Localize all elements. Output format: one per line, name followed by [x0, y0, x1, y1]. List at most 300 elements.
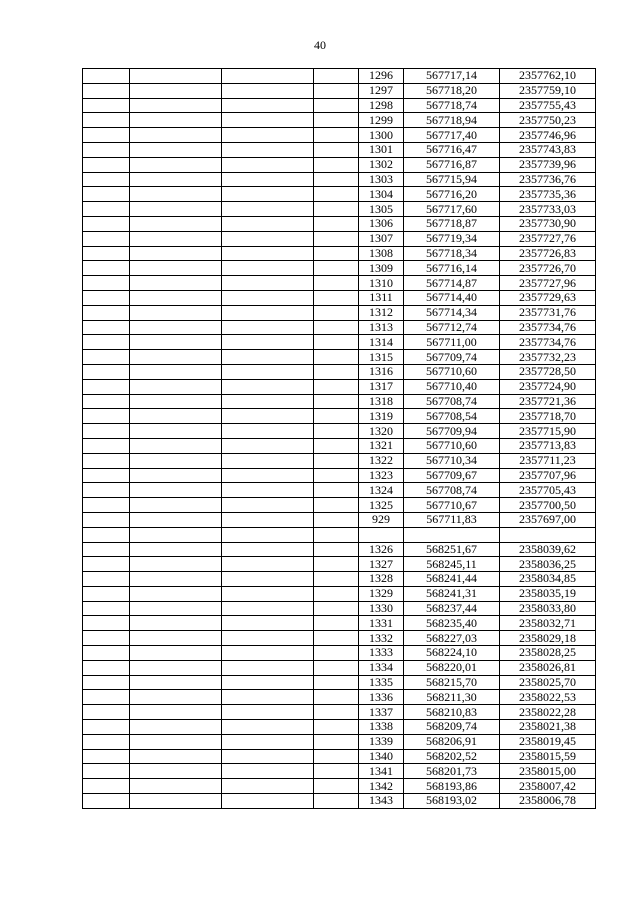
y-coordinate-cell: 2357739,96 [500, 157, 596, 172]
empty-cell [130, 572, 222, 587]
empty-cell [83, 202, 130, 217]
y-coordinate-cell: 2357713,83 [500, 438, 596, 453]
y-coordinate-cell: 2357727,76 [500, 231, 596, 246]
empty-cell [83, 764, 130, 779]
point-number-cell: 1335 [359, 675, 404, 690]
empty-cell [83, 542, 130, 557]
empty-cell [130, 246, 222, 261]
y-coordinate-cell: 2357705,43 [500, 483, 596, 498]
table-row [83, 734, 596, 749]
y-coordinate-cell: 2357707,96 [500, 468, 596, 483]
y-coordinate-cell: 2357759,10 [500, 83, 596, 98]
point-number-cell: 929 [359, 512, 404, 527]
empty-cell [222, 216, 314, 231]
empty-cell [314, 646, 359, 661]
empty-cell [130, 202, 222, 217]
x-coordinate-cell: 567714,87 [404, 276, 500, 291]
empty-cell [83, 779, 130, 794]
empty-cell [83, 512, 130, 527]
x-coordinate-cell: 568193,02 [404, 794, 500, 809]
empty-cell [130, 468, 222, 483]
table-row [83, 157, 596, 172]
table-row [83, 557, 596, 572]
empty-cell [314, 527, 359, 542]
empty-cell [130, 187, 222, 202]
y-coordinate-cell: 2357743,83 [500, 142, 596, 157]
empty-cell [222, 468, 314, 483]
empty-cell [314, 468, 359, 483]
empty-cell [130, 705, 222, 720]
point-number-cell: 1309 [359, 261, 404, 276]
x-coordinate-cell: 568210,83 [404, 705, 500, 720]
point-number-cell [359, 527, 404, 542]
empty-cell [83, 113, 130, 128]
empty-cell [83, 335, 130, 350]
x-coordinate-cell: 567714,40 [404, 290, 500, 305]
empty-cell [83, 83, 130, 98]
x-coordinate-cell: 567718,94 [404, 113, 500, 128]
point-number-cell: 1328 [359, 572, 404, 587]
empty-cell [83, 794, 130, 809]
y-coordinate-cell: 2357762,10 [500, 69, 596, 84]
y-coordinate-cell: 2358029,18 [500, 631, 596, 646]
empty-cell [83, 246, 130, 261]
empty-cell [222, 187, 314, 202]
x-coordinate-cell: 567709,94 [404, 424, 500, 439]
empty-cell [83, 172, 130, 187]
empty-cell [314, 424, 359, 439]
empty-cell [83, 320, 130, 335]
empty-cell [314, 98, 359, 113]
empty-cell [314, 128, 359, 143]
empty-cell [83, 720, 130, 735]
table-row [83, 424, 596, 439]
x-coordinate-cell: 567717,40 [404, 128, 500, 143]
table-row [83, 187, 596, 202]
point-number-cell: 1317 [359, 379, 404, 394]
y-coordinate-cell: 2358022,53 [500, 690, 596, 705]
y-coordinate-cell: 2357746,96 [500, 128, 596, 143]
empty-cell [130, 720, 222, 735]
point-number-cell: 1297 [359, 83, 404, 98]
empty-cell [314, 794, 359, 809]
empty-cell [314, 261, 359, 276]
empty-cell [314, 350, 359, 365]
empty-cell [83, 616, 130, 631]
empty-cell [222, 631, 314, 646]
empty-cell [314, 113, 359, 128]
table-row [83, 335, 596, 350]
point-number-cell: 1322 [359, 453, 404, 468]
table-row [83, 113, 596, 128]
empty-cell [222, 290, 314, 305]
empty-cell [222, 157, 314, 172]
empty-cell [130, 660, 222, 675]
x-coordinate-cell: 567716,47 [404, 142, 500, 157]
empty-cell [130, 379, 222, 394]
x-coordinate-cell: 567710,40 [404, 379, 500, 394]
empty-cell [314, 453, 359, 468]
y-coordinate-cell: 2357731,76 [500, 305, 596, 320]
point-number-cell: 1304 [359, 187, 404, 202]
x-coordinate-cell: 568235,40 [404, 616, 500, 631]
empty-cell [130, 779, 222, 794]
y-coordinate-cell: 2357724,90 [500, 379, 596, 394]
empty-cell [222, 438, 314, 453]
empty-cell [314, 675, 359, 690]
empty-cell [314, 142, 359, 157]
table-row [83, 453, 596, 468]
empty-cell [222, 586, 314, 601]
x-coordinate-cell: 567710,67 [404, 498, 500, 513]
table-row [83, 660, 596, 675]
point-number-cell: 1296 [359, 69, 404, 84]
empty-cell [130, 498, 222, 513]
point-number-cell: 1325 [359, 498, 404, 513]
empty-cell [130, 675, 222, 690]
x-coordinate-cell: 568211,30 [404, 690, 500, 705]
point-number-cell: 1300 [359, 128, 404, 143]
coordinates-table [82, 68, 596, 809]
empty-cell [314, 601, 359, 616]
empty-cell [314, 231, 359, 246]
empty-cell [314, 394, 359, 409]
point-number-cell: 1315 [359, 350, 404, 365]
empty-cell [222, 320, 314, 335]
y-coordinate-cell: 2357711,23 [500, 453, 596, 468]
empty-cell [83, 276, 130, 291]
empty-cell [130, 350, 222, 365]
empty-cell [130, 557, 222, 572]
point-number-cell: 1330 [359, 601, 404, 616]
table-row [83, 601, 596, 616]
x-coordinate-cell: 567710,60 [404, 364, 500, 379]
empty-cell [130, 320, 222, 335]
empty-cell [314, 483, 359, 498]
empty-cell [130, 69, 222, 84]
x-coordinate-cell: 567717,60 [404, 202, 500, 217]
y-coordinate-cell: 2357700,50 [500, 498, 596, 513]
y-coordinate-cell: 2358022,28 [500, 705, 596, 720]
y-coordinate-cell [500, 527, 596, 542]
point-number-cell: 1336 [359, 690, 404, 705]
table-row [83, 172, 596, 187]
table-row [83, 276, 596, 291]
point-number-cell: 1337 [359, 705, 404, 720]
x-coordinate-cell [404, 527, 500, 542]
x-coordinate-cell: 568202,52 [404, 749, 500, 764]
y-coordinate-cell: 2357729,63 [500, 290, 596, 305]
empty-cell [314, 290, 359, 305]
x-coordinate-cell: 567719,34 [404, 231, 500, 246]
table-row [83, 527, 596, 542]
point-number-cell: 1305 [359, 202, 404, 217]
empty-cell [83, 157, 130, 172]
table-row [83, 542, 596, 557]
y-coordinate-cell: 2357736,76 [500, 172, 596, 187]
empty-cell [130, 364, 222, 379]
empty-cell [222, 305, 314, 320]
x-coordinate-cell: 567718,34 [404, 246, 500, 261]
y-coordinate-cell: 2358039,62 [500, 542, 596, 557]
x-coordinate-cell: 568215,70 [404, 675, 500, 690]
table-row [83, 498, 596, 513]
empty-cell [222, 675, 314, 690]
empty-cell [83, 690, 130, 705]
empty-cell [222, 660, 314, 675]
empty-cell [130, 216, 222, 231]
empty-cell [222, 764, 314, 779]
table-row [83, 98, 596, 113]
point-number-cell: 1314 [359, 335, 404, 350]
empty-cell [130, 690, 222, 705]
empty-cell [130, 734, 222, 749]
empty-cell [314, 409, 359, 424]
empty-cell [130, 128, 222, 143]
point-number-cell: 1326 [359, 542, 404, 557]
empty-cell [222, 172, 314, 187]
empty-cell [314, 83, 359, 98]
empty-cell [314, 320, 359, 335]
empty-cell [130, 601, 222, 616]
y-coordinate-cell: 2357697,00 [500, 512, 596, 527]
empty-cell [314, 690, 359, 705]
point-number-cell: 1323 [359, 468, 404, 483]
empty-cell [83, 379, 130, 394]
y-coordinate-cell: 2358007,42 [500, 779, 596, 794]
table-row [83, 705, 596, 720]
empty-cell [222, 749, 314, 764]
empty-cell [130, 483, 222, 498]
empty-cell [83, 557, 130, 572]
empty-cell [83, 98, 130, 113]
empty-cell [314, 69, 359, 84]
empty-cell [83, 631, 130, 646]
empty-cell [83, 290, 130, 305]
y-coordinate-cell: 2358032,71 [500, 616, 596, 631]
empty-cell [222, 409, 314, 424]
empty-cell [83, 69, 130, 84]
point-number-cell: 1341 [359, 764, 404, 779]
x-coordinate-cell: 568209,74 [404, 720, 500, 735]
x-coordinate-cell: 567718,20 [404, 83, 500, 98]
x-coordinate-cell: 567709,74 [404, 350, 500, 365]
empty-cell [222, 734, 314, 749]
x-coordinate-cell: 567708,54 [404, 409, 500, 424]
point-number-cell: 1306 [359, 216, 404, 231]
point-number-cell: 1339 [359, 734, 404, 749]
point-number-cell: 1329 [359, 586, 404, 601]
empty-cell [222, 498, 314, 513]
empty-cell [314, 498, 359, 513]
empty-cell [130, 261, 222, 276]
empty-cell [83, 305, 130, 320]
point-number-cell: 1331 [359, 616, 404, 631]
empty-cell [130, 276, 222, 291]
empty-cell [83, 364, 130, 379]
point-number-cell: 1308 [359, 246, 404, 261]
empty-cell [83, 216, 130, 231]
empty-cell [314, 187, 359, 202]
point-number-cell: 1299 [359, 113, 404, 128]
x-coordinate-cell: 567716,87 [404, 157, 500, 172]
x-coordinate-cell: 568224,10 [404, 646, 500, 661]
y-coordinate-cell: 2357726,83 [500, 246, 596, 261]
table-row [83, 646, 596, 661]
point-number-cell: 1334 [359, 660, 404, 675]
empty-cell [222, 779, 314, 794]
y-coordinate-cell: 2358028,25 [500, 646, 596, 661]
x-coordinate-cell: 568241,44 [404, 572, 500, 587]
empty-cell [130, 409, 222, 424]
table-row [83, 616, 596, 631]
empty-cell [314, 660, 359, 675]
empty-cell [222, 424, 314, 439]
empty-cell [83, 438, 130, 453]
y-coordinate-cell: 2358026,81 [500, 660, 596, 675]
empty-cell [130, 98, 222, 113]
empty-cell [83, 601, 130, 616]
empty-cell [314, 734, 359, 749]
table-row [83, 794, 596, 809]
y-coordinate-cell: 2357728,50 [500, 364, 596, 379]
empty-cell [83, 586, 130, 601]
point-number-cell: 1327 [359, 557, 404, 572]
empty-cell [222, 557, 314, 572]
empty-cell [222, 276, 314, 291]
point-number-cell: 1318 [359, 394, 404, 409]
empty-cell [130, 290, 222, 305]
empty-cell [314, 335, 359, 350]
empty-cell [314, 276, 359, 291]
x-coordinate-cell: 567716,14 [404, 261, 500, 276]
point-number-cell: 1340 [359, 749, 404, 764]
empty-cell [314, 542, 359, 557]
empty-cell [222, 394, 314, 409]
table-row [83, 512, 596, 527]
y-coordinate-cell: 2357718,70 [500, 409, 596, 424]
empty-cell [314, 779, 359, 794]
empty-cell [222, 364, 314, 379]
table-row [83, 290, 596, 305]
empty-cell [222, 379, 314, 394]
empty-cell [130, 527, 222, 542]
empty-cell [83, 142, 130, 157]
empty-cell [314, 631, 359, 646]
empty-cell [222, 512, 314, 527]
empty-cell [83, 231, 130, 246]
empty-cell [130, 335, 222, 350]
empty-cell [130, 512, 222, 527]
x-coordinate-cell: 568251,67 [404, 542, 500, 557]
y-coordinate-cell: 2357721,36 [500, 394, 596, 409]
empty-cell [130, 749, 222, 764]
y-coordinate-cell: 2357733,03 [500, 202, 596, 217]
empty-cell [83, 453, 130, 468]
empty-cell [130, 542, 222, 557]
empty-cell [222, 483, 314, 498]
table-row [83, 572, 596, 587]
table-row [83, 216, 596, 231]
empty-cell [314, 557, 359, 572]
x-coordinate-cell: 567717,14 [404, 69, 500, 84]
point-number-cell: 1302 [359, 157, 404, 172]
y-coordinate-cell: 2358034,85 [500, 572, 596, 587]
point-number-cell: 1312 [359, 305, 404, 320]
empty-cell [130, 616, 222, 631]
empty-cell [222, 113, 314, 128]
empty-cell [130, 646, 222, 661]
y-coordinate-cell: 2358036,25 [500, 557, 596, 572]
empty-cell [83, 646, 130, 661]
empty-cell [314, 705, 359, 720]
y-coordinate-cell: 2357735,36 [500, 187, 596, 202]
y-coordinate-cell: 2357750,23 [500, 113, 596, 128]
empty-cell [83, 572, 130, 587]
empty-cell [314, 157, 359, 172]
x-coordinate-cell: 568193,86 [404, 779, 500, 794]
table-row [83, 379, 596, 394]
empty-cell [314, 379, 359, 394]
empty-cell [222, 705, 314, 720]
point-number-cell: 1343 [359, 794, 404, 809]
empty-cell [222, 542, 314, 557]
empty-cell [83, 749, 130, 764]
x-coordinate-cell: 567709,67 [404, 468, 500, 483]
empty-cell [222, 646, 314, 661]
empty-cell [314, 438, 359, 453]
point-number-cell: 1313 [359, 320, 404, 335]
empty-cell [130, 586, 222, 601]
empty-cell [222, 720, 314, 735]
empty-cell [314, 749, 359, 764]
empty-cell [314, 305, 359, 320]
empty-cell [130, 83, 222, 98]
point-number-cell: 1316 [359, 364, 404, 379]
x-coordinate-cell: 567710,60 [404, 438, 500, 453]
empty-cell [130, 631, 222, 646]
table-row [83, 675, 596, 690]
empty-cell [83, 261, 130, 276]
page-number: 40 [314, 38, 326, 52]
point-number-cell: 1311 [359, 290, 404, 305]
empty-cell [83, 424, 130, 439]
table-row [83, 350, 596, 365]
y-coordinate-cell: 2357715,90 [500, 424, 596, 439]
table-row [83, 586, 596, 601]
y-coordinate-cell: 2357734,76 [500, 335, 596, 350]
x-coordinate-cell: 567714,34 [404, 305, 500, 320]
table-row [83, 394, 596, 409]
empty-cell [130, 142, 222, 157]
empty-cell [222, 261, 314, 276]
x-coordinate-cell: 567715,94 [404, 172, 500, 187]
y-coordinate-cell: 2358021,38 [500, 720, 596, 735]
y-coordinate-cell: 2357730,90 [500, 216, 596, 231]
empty-cell [130, 794, 222, 809]
x-coordinate-cell: 567708,74 [404, 394, 500, 409]
empty-cell [222, 83, 314, 98]
table-row [83, 749, 596, 764]
point-number-cell: 1342 [359, 779, 404, 794]
y-coordinate-cell: 2358033,80 [500, 601, 596, 616]
empty-cell [83, 128, 130, 143]
empty-cell [83, 498, 130, 513]
empty-cell [130, 157, 222, 172]
table-row [83, 83, 596, 98]
empty-cell [314, 764, 359, 779]
table-row [83, 320, 596, 335]
